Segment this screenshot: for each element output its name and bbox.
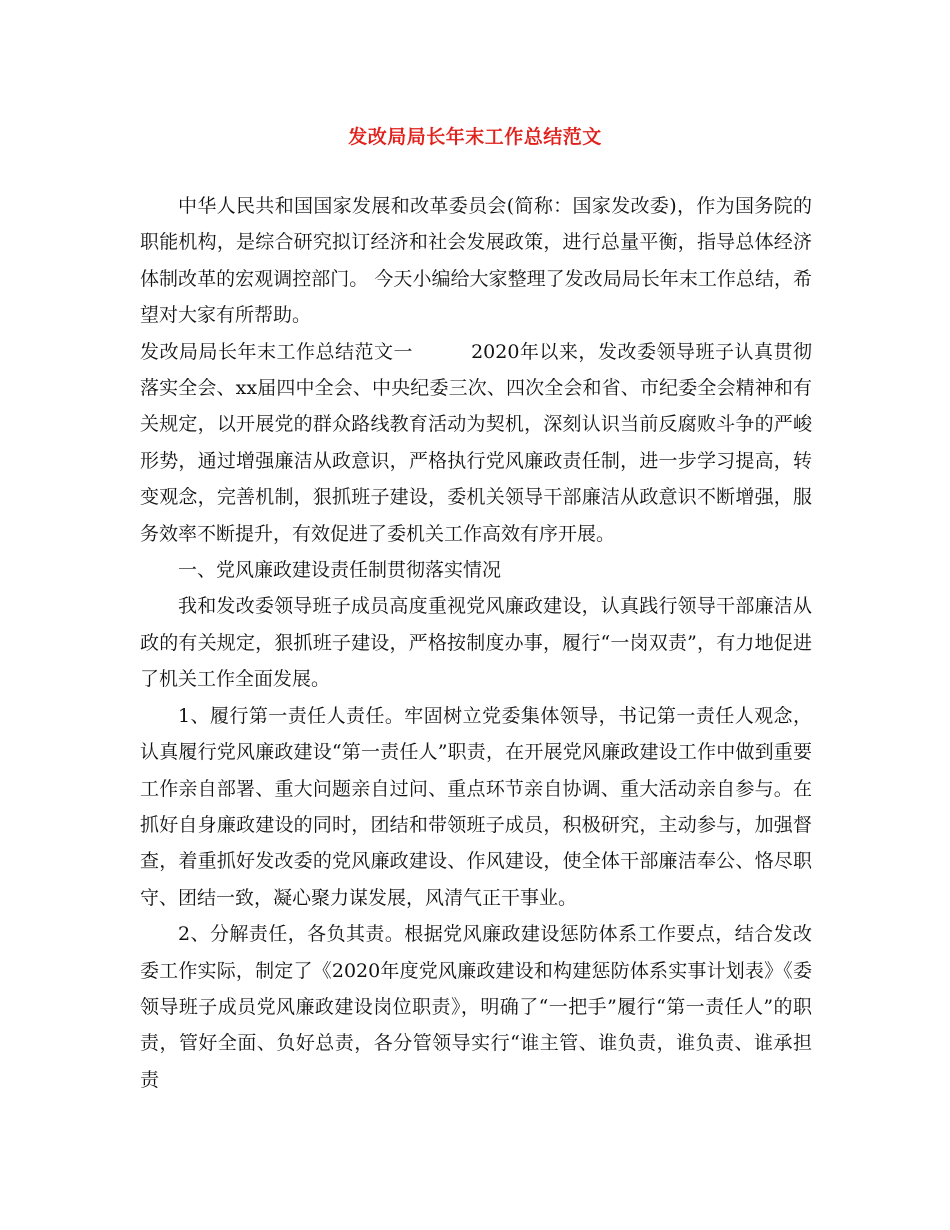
intro-paragraph: 中华人民共和国国家发展和改革委员会(简称：国家发改委)，作为国务院的职能机构，是综合研究拟订经济和社会发展政策，进行总量平衡，指导总体经济体制改革的宏观调控部门。 今天小编给大家整理了发改局局长年末工作总结，希望对大家有所帮助。 [140,195,812,327]
section-1-heading: 一、党风廉政建设责任制贯彻落实情况 [178,559,502,582]
item-2-paragraph: 2、分解责任，各负其责。根据党风廉政建设惩防体系工作要点，结合发改委工作实际，制定了《2020年度党风廉政建设和构建惩防体系实事计划表》《委领导班子成员党风廉政建设岗位职责》，明确了“一把手”履行“第一责任人”的职责，管好全面、负好总责，各分管领导实行“谁主管、谁负责，谁负责、谁承担责 [140,923,812,1091]
lead-paragraph [140,334,812,552]
document-body [140,188,812,1098]
item-1-paragraph: 1、履行第一责任人责任。牢固树立党委集体领导，书记第一责任人观念，认真履行党风廉政建设“第一责任人”职责，在开展党风廉政建设工作中做到重要工作亲自部署、重大问题亲自过问、重点环节亲自协调、重大活动亲自参与。在抓好自身廉政建设的同时，团结和带领班子成员，积极研究，主动参与，加强督查，着重抓好发改委的党风廉政建设、作风建设，使全体干部廉洁奉公、恪尽职守、团结一致，凝心聚力谋发展，风清气正干事业。 [140,704,812,909]
lead-body: 2020年以来，发改委领导班子认真贯彻落实全会、xx届四中全会、中央纪委三次、四次全会和省、市纪委全会精神和有关规定，以开展党的群众路线教育活动为契机，深刻认识当前反腐败斗争的严峻形势，通过增强廉洁从政意识，严格执行党风廉政责任制，进一步学习提高，转变观念，完善机制，狠抓班子建设，委机关领导干部廉洁从政意识不断增强，服务效率不断提升，有效促进了委机关工作高效有序开展。 [140,340,812,545]
document-title: 发改局局长年末工作总结范文 [348,126,602,148]
section-1-paragraph: 我和发改委领导班子成员高度重视党风廉政建设，认真践行领导干部廉洁从政的有关规定，狠抓班子建设，严格按制度办事，履行“一岗双责”，有力地促进了机关工作全面发展。 [140,595,812,691]
lead-label: 发改局局长年末工作总结范文一 [140,340,414,363]
